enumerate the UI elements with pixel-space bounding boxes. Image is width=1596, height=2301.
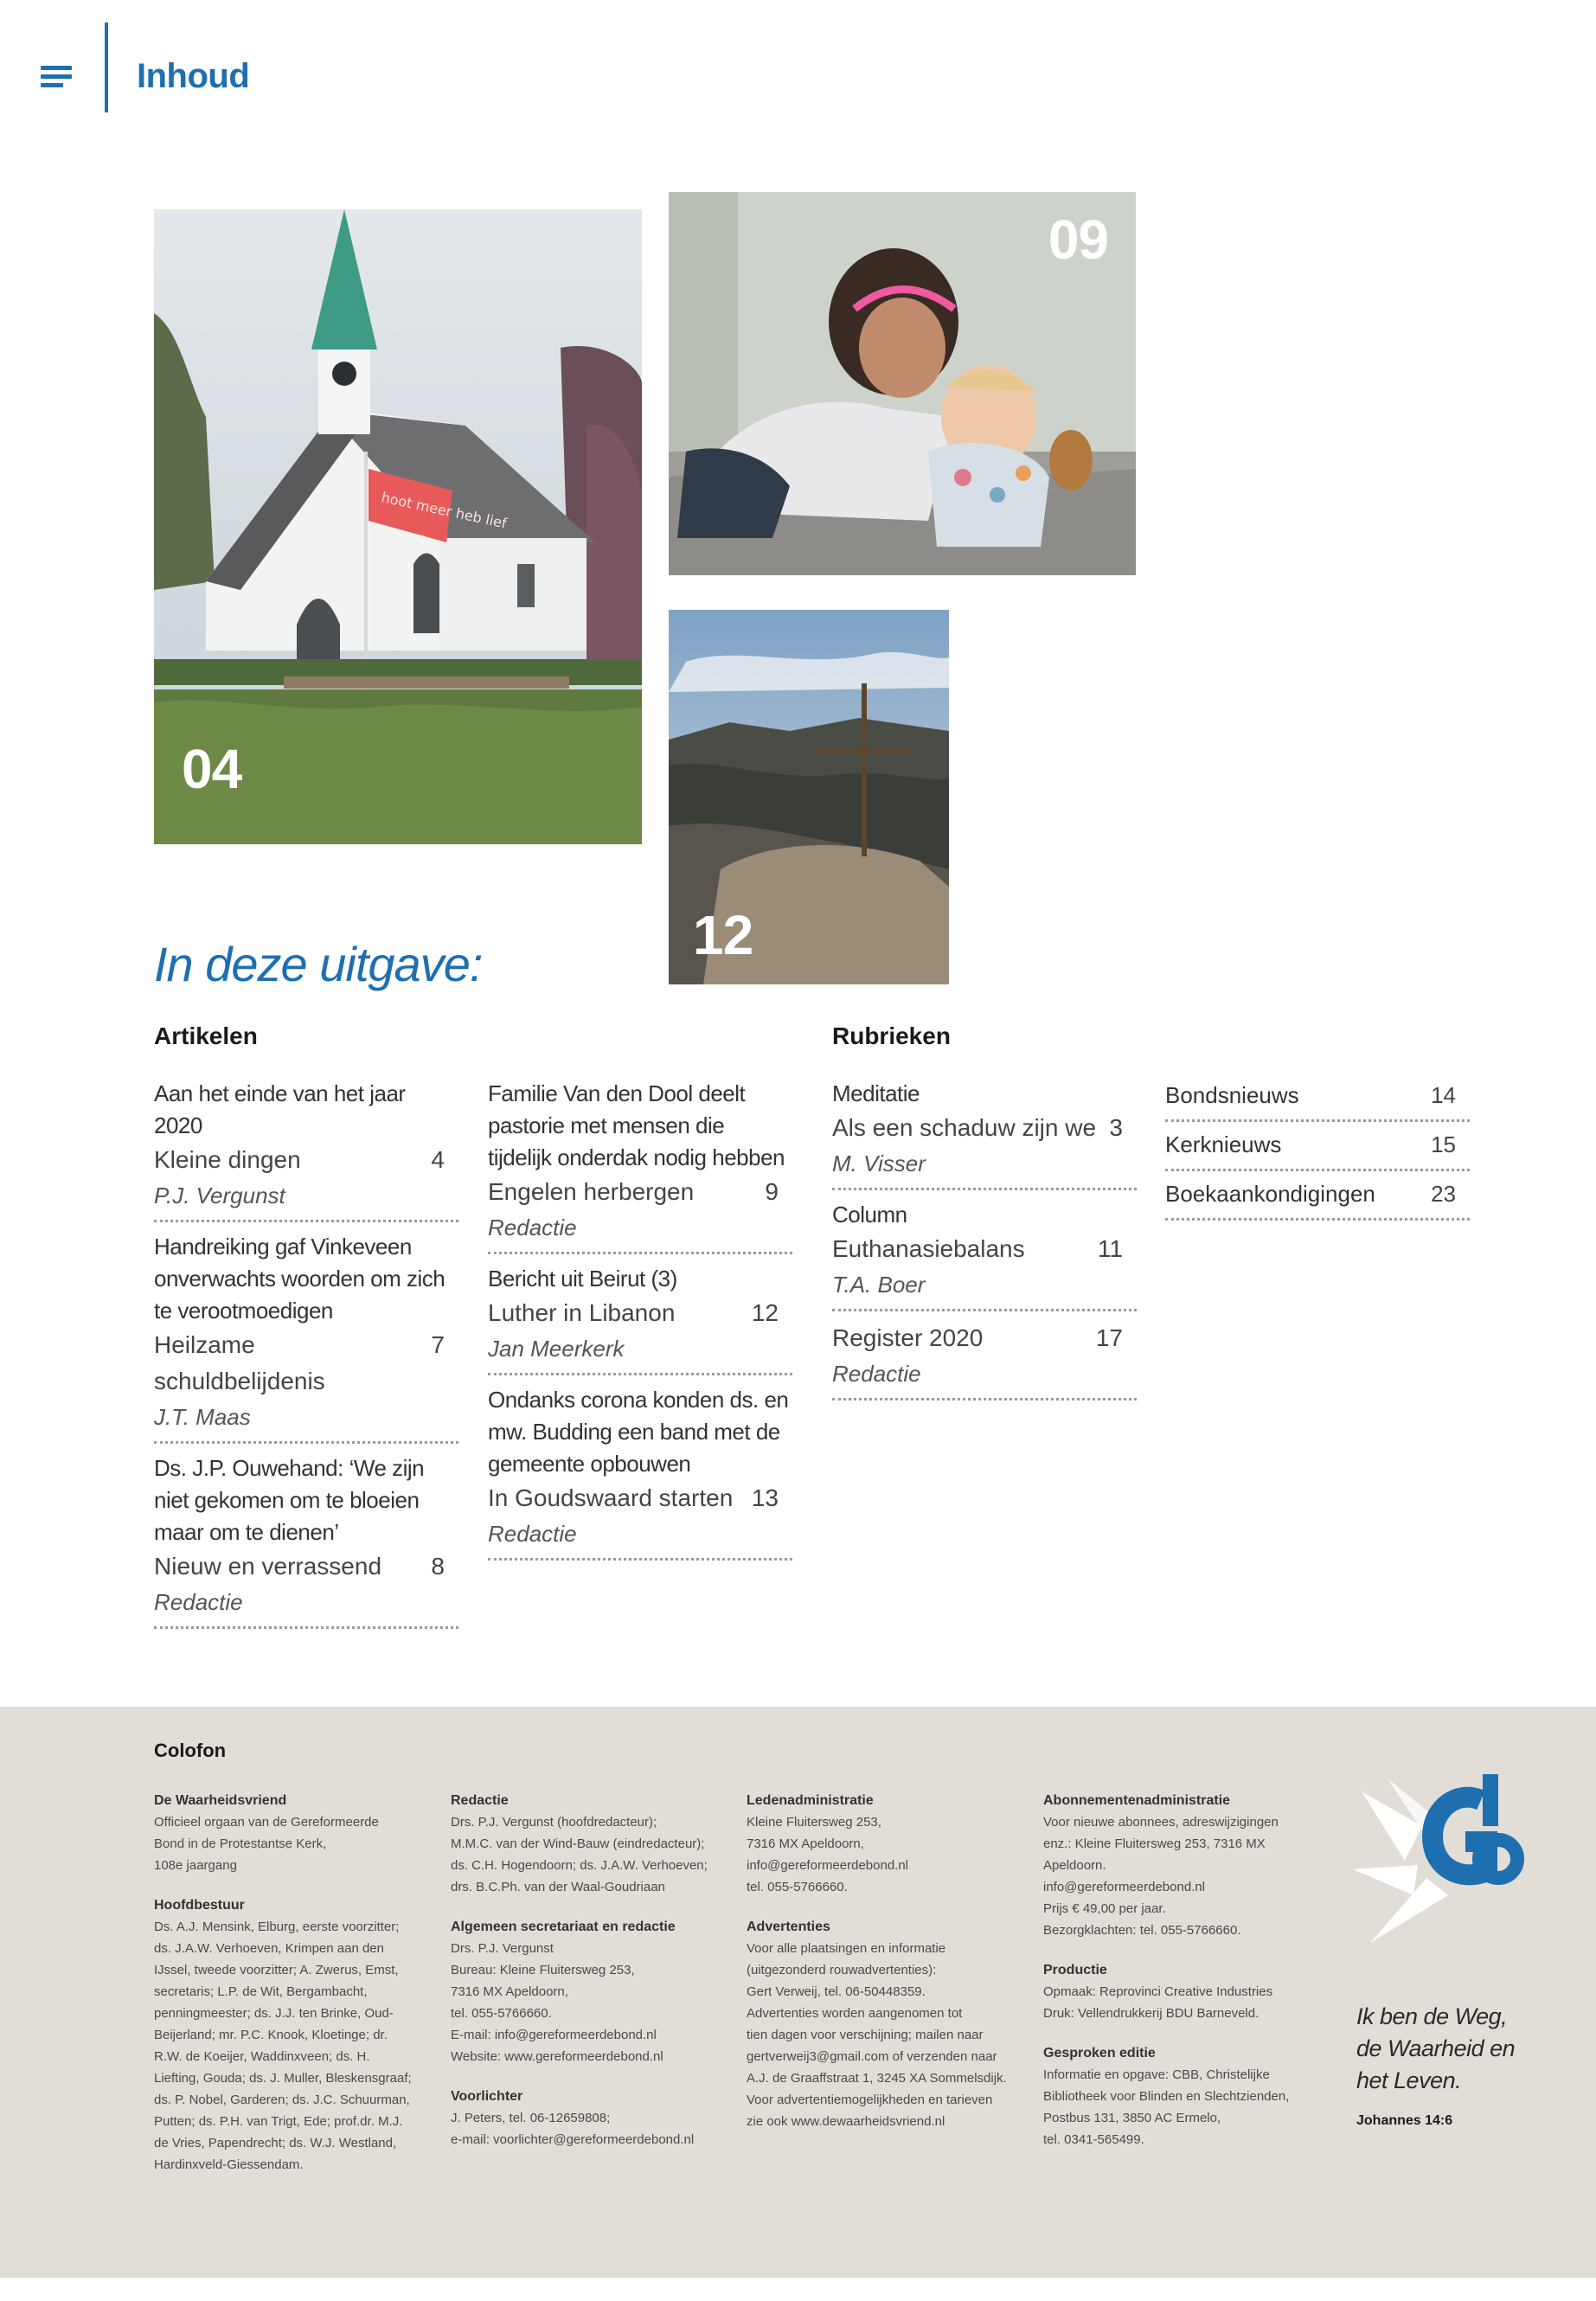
entry-title: Register 2020 [832, 1324, 984, 1351]
entry-title: In Goudswaard starten [488, 1484, 734, 1511]
toc-entry[interactable] [832, 1311, 1137, 1400]
colofon-line: M.M.C. van der Wind-Bauw (eindredacteur); [451, 1836, 705, 1851]
page-title: Inhoud [137, 57, 250, 95]
entry-page: 13 [751, 1484, 779, 1511]
entry-title: Kleine dingen [154, 1146, 301, 1173]
colofon-column-1 [154, 1790, 422, 2194]
photo-children[interactable] [669, 192, 1136, 575]
colofon-line: tel. 055-5766660. [451, 2006, 552, 2021]
colofon-line: info@gereformeerdebond.nl [747, 1858, 909, 1873]
entry-kicker: Handreiking gaf Vinkeveen onverwachts woorden om zich te verootmoedigen [154, 1234, 445, 1324]
entry-page: 8 [431, 1553, 445, 1580]
colofon-line: R.W. de Koeijer, Waddinxveen; ds. H. [154, 2049, 370, 2064]
entry-author: Jan Meerkerk [488, 1336, 625, 1362]
colofon-block [451, 1916, 719, 2067]
colofon-line: Kleine Fluitersweg 253, [747, 1815, 881, 1830]
toc-entry[interactable] [154, 1444, 458, 1629]
colofon-line: Website: www.gereformeerdebond.nl [451, 2049, 663, 2064]
colofon-line: secretaris; L.P. de Wit, Bergambacht, [154, 1984, 368, 1999]
colofon-line: Drs. P.J. Vergunst [451, 1941, 554, 1956]
entry-author: P.J. Vergunst [154, 1183, 285, 1208]
colofon-block-heading: Abonnementenadministratie [1043, 1793, 1231, 1808]
toc-entry[interactable] [488, 1078, 792, 1254]
colofon-line: 7316 MX Apeldoorn, [451, 1984, 568, 1999]
colofon-line: Beijerland; mr. P.C. Knook, Kloetinge; dr. [154, 2028, 388, 2042]
entry-page: 23 [1431, 1181, 1456, 1207]
colofon-line: Informatie en opgave: CBB, Christelijke [1043, 2067, 1270, 2082]
header-divider [105, 22, 108, 112]
colofon-line: 7316 MX Apeldoorn, [747, 1836, 864, 1851]
colofon-line: Bibliotheek voor Blinden en Slechtzienden, [1043, 2089, 1290, 2104]
colofon-block [154, 1790, 422, 1876]
colofon-block-heading: Gesproken editie [1043, 2046, 1156, 2061]
colofon-line: Hardinxveld-Giessendam. [154, 2157, 304, 2172]
colofon-line: enz.: Kleine Fluitersweg 253, 7316 MX [1043, 1836, 1266, 1851]
toc-entry[interactable] [154, 1078, 458, 1222]
colofon-line: penningmeester; ds. J.J. ten Brinke, Oud- [154, 2006, 394, 2021]
entry-author: Redactie [154, 1589, 243, 1615]
entry-page: 17 [1095, 1324, 1123, 1351]
bible-quote [1356, 2001, 1547, 2097]
section-heading-rubrics: Rubrieken [832, 1022, 951, 1049]
colofon-block-heading: Productie [1043, 1963, 1107, 1977]
colofon-line: drs. B.C.Ph. van der Waal-Goudriaan [451, 1880, 665, 1894]
colofon-block [747, 1916, 1015, 2132]
colofon-line: gertverweij3@gmail.com of verzenden naar [747, 2049, 997, 2064]
colofon-line: IJssel, tweede voorzitter; A. Zwerus, Emst, [154, 1963, 399, 1977]
top-bar [0, 0, 1596, 121]
articles-column-2 [488, 1078, 792, 1561]
photo-cross[interactable] [669, 610, 949, 984]
entry-title: Euthanasiebalans [832, 1235, 1025, 1262]
quote-line: het Leven. [1356, 2067, 1462, 2093]
entry-title: Nieuw en verrassend [154, 1553, 382, 1580]
toc-entry[interactable] [1165, 1078, 1470, 1122]
entry-page: 14 [1431, 1082, 1456, 1108]
colofon-line: Voor advertentiemogelijkheden en tarieven [747, 2093, 993, 2107]
entry-author: Redactie [488, 1521, 577, 1547]
photo-number: 04 [182, 738, 242, 800]
colofon-block [1043, 2042, 1311, 2150]
colofon-line: Officieel orgaan van de Gereformeerde [154, 1815, 379, 1830]
entry-kicker: Column [832, 1202, 907, 1227]
entry-page: 12 [751, 1299, 779, 1326]
colofon-block [747, 1790, 1015, 1898]
entry-page: 9 [765, 1178, 779, 1205]
colofon-block-heading: Algemeen secretariaat en redactie [451, 1920, 676, 1934]
colofon-line: Prijs € 49,00 per jaar. [1043, 1901, 1166, 1916]
toc-entry[interactable] [1165, 1122, 1470, 1171]
colofon-line: Opmaak: Reprovinci Creative Industries [1043, 1984, 1273, 1999]
entry-page: 4 [431, 1146, 445, 1173]
colofon-line: de Vries, Papendrecht; ds. W.J. Westland, [154, 2136, 397, 2150]
church-banner-text: hoot meer heb lief [380, 489, 509, 532]
colofon-line: Bezorgklachten: tel. 055-5766660. [1043, 1923, 1241, 1938]
colofon-line: ds. C.H. Hogendoorn; ds. J.A.W. Verhoeven; [451, 1858, 708, 1873]
entry-author: Redactie [832, 1361, 921, 1387]
quote-reference: Johannes 14:6 [1356, 2113, 1453, 2128]
colofon-block [451, 1790, 719, 1898]
entry-kicker: Bericht uit Beirut (3) [488, 1266, 677, 1292]
colofon-line: A.J. de Graaffstraat 1, 3245 XA Sommelsdijk. [747, 2071, 1007, 2086]
entry-page: 7 [431, 1331, 445, 1358]
colofon-line: Drs. P.J. Vergunst (hoofdredacteur); [451, 1815, 657, 1830]
rubrics-column-1 [832, 1078, 1137, 1400]
toc-entry[interactable] [832, 1190, 1137, 1311]
quote-line: de Waarheid en [1356, 2035, 1516, 2061]
photo-number: 09 [1048, 208, 1108, 271]
colofon-line: Voor nieuwe abonnees, adreswijzigingen [1043, 1815, 1279, 1830]
entry-title: Luther in Libanon [488, 1299, 676, 1326]
colofon-block-heading: De Waarheidsvriend [154, 1793, 287, 1808]
colofon-block [451, 2086, 719, 2150]
photo-church[interactable] [154, 209, 642, 844]
colofon-line: ds. P. Nobel, Garderen; ds. J.C. Schuurman, [154, 2093, 410, 2107]
entry-title: Heilzame schuldbelijdenis [154, 1331, 325, 1394]
entry-title: Bondsnieuws [1165, 1082, 1299, 1108]
colofon-line: ds. J.A.W. Verhoeven, Krimpen aan den [154, 1941, 384, 1956]
colofon-block [154, 1894, 422, 2176]
entry-author: J.T. Maas [154, 1404, 251, 1430]
menu-icon[interactable] [41, 66, 72, 90]
colofon-line: (uitgezonderd rouwadvertenties): [747, 1963, 937, 1977]
colofon-column-4 [1043, 1790, 1311, 2169]
entry-kicker: Meditatie [832, 1080, 920, 1106]
entry-title: Als een schaduw zijn we [832, 1114, 1097, 1141]
colofon-line: Druk: Vellendrukkerij BDU Barneveld. [1043, 2006, 1259, 2021]
articles-column-1 [154, 1078, 458, 1629]
colofon-line: zie ook www.dewaarheidsvriend.nl [747, 2114, 945, 2129]
colofon-block-heading: Redactie [451, 1793, 509, 1808]
toc-entry[interactable] [154, 1222, 458, 1444]
colofon-line: Gert Verweij, tel. 06-50448359. [747, 1984, 926, 1999]
entry-kicker: Familie Van den Dool deelt pastorie met mensen die tijdelijk onderdak nodig hebben [488, 1080, 785, 1170]
colofon-block-heading: Ledenadministratie [747, 1793, 874, 1808]
colofon-line: Advertenties worden aangenomen tot [747, 2006, 963, 2021]
entry-author: M. Visser [832, 1150, 926, 1176]
gereformeerde-bond-logo [1353, 1766, 1526, 1956]
colofon-line: Postbus 131, 3850 AC Ermelo, [1043, 2111, 1221, 2125]
entry-title: Kerknieuws [1165, 1131, 1282, 1157]
colofon-line: J. Peters, tel. 06-12659808; [451, 2111, 611, 2125]
toc-entry[interactable] [832, 1078, 1137, 1190]
entry-author: T.A. Boer [832, 1272, 926, 1298]
entry-page: 15 [1431, 1131, 1456, 1157]
colofon-line: Apeldoorn. [1043, 1858, 1106, 1873]
toc-entry[interactable] [488, 1375, 792, 1561]
photo-number: 12 [693, 904, 753, 966]
colofon-block-heading: Advertenties [747, 1920, 830, 1934]
colofon-line: Bureau: Kleine Fluitersweg 253, [451, 1963, 635, 1977]
colofon-block-heading: Voorlichter [451, 2089, 523, 2104]
entry-title: Engelen herbergen [488, 1178, 695, 1205]
colofon-line: Voor alle plaatsingen en informatie [747, 1941, 946, 1956]
colofon-column-2 [451, 1790, 719, 2169]
entry-page: 3 [1109, 1114, 1123, 1141]
toc-entry[interactable] [488, 1254, 792, 1375]
colofon-line: 108e jaargang [154, 1858, 237, 1873]
colofon-block [1043, 1790, 1311, 1941]
colofon-title: Colofon [154, 1740, 227, 1761]
quote-line: Ik ben de Weg, [1356, 2003, 1508, 2029]
issue-title: In deze uitgave: [154, 937, 483, 991]
colofon-line: E-mail: info@gereformeerdebond.nl [451, 2028, 657, 2042]
colofon-line: tel. 0341-565499. [1043, 2132, 1144, 2147]
rubrics-column-2 [1165, 1078, 1470, 1221]
colofon-block-heading: Hoofdbestuur [154, 1898, 245, 1913]
colofon-column-3 [747, 1790, 1015, 2150]
section-heading-articles: Artikelen [154, 1022, 258, 1049]
toc-entry[interactable] [1165, 1171, 1470, 1221]
colofon-line: tien dagen voor verschijning; mailen naar [747, 2028, 984, 2042]
entry-page: 11 [1097, 1235, 1123, 1262]
colofon-block [1043, 1959, 1311, 2024]
colofon-line: Putten; ds. P.H. van Trigt, Ede; prof.dr. M.J. [154, 2114, 403, 2129]
entry-title: Boekaankondigingen [1165, 1181, 1375, 1207]
entry-author: Redactie [488, 1215, 577, 1240]
colofon-line: tel. 055-5766660. [747, 1880, 848, 1894]
colofon-line: Bond in de Protestantse Kerk, [154, 1836, 327, 1851]
entry-kicker: Ds. J.P. Ouwehand: ‘We zijn niet gekomen om te bloeien maar om te dienen’ [154, 1455, 425, 1545]
entry-kicker: Ondanks corona konden ds. en mw. Budding een band met de gemeente opbouwen [488, 1387, 789, 1477]
colofon-line: info@gereformeerdebond.nl [1043, 1880, 1206, 1894]
colofon-line: e-mail: voorlichter@gereformeerdebond.nl [451, 2132, 695, 2147]
colofon-line: Ds. A.J. Mensink, Elburg, eerste voorzitter; [154, 1920, 400, 1934]
colofon-line: Liefting, Gouda; ds. J. Muller, Bleskensgraaf; [154, 2071, 412, 2086]
colofon [0, 1707, 1596, 2278]
entry-kicker: Aan het einde van het jaar 2020 [154, 1080, 406, 1138]
